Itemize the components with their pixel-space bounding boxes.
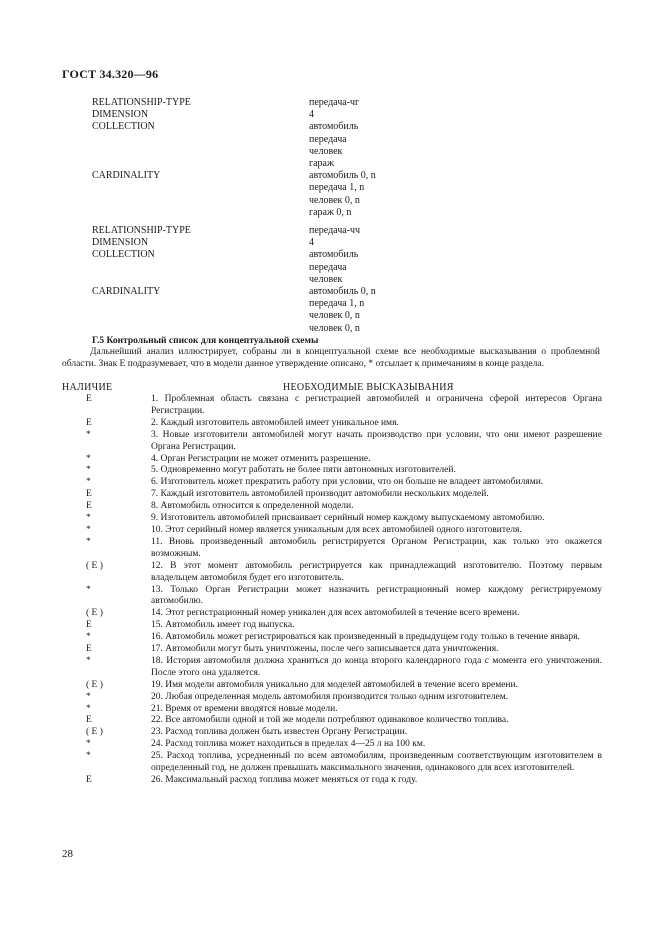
checklist-item (62, 454, 602, 466)
checklist-item (62, 739, 602, 751)
checklist-item (62, 704, 602, 716)
checklist-item (62, 715, 602, 727)
rt-value: человек (309, 273, 343, 285)
presence-mark: * (86, 691, 91, 702)
checklist-item (62, 418, 602, 430)
statement-text: 13. Только Орган Регистрации может назначить регистрационный номер каждому регистрируемому автомобилю. (151, 584, 602, 607)
rt-value: передача-чг (309, 97, 360, 108)
checklist-item (62, 537, 602, 561)
rt-row (0, 207, 661, 219)
statement-text: 21. Время от времени вводятся новые модели. (151, 703, 338, 714)
statement-text: 2. Каждый изготовитель автомобилей имеет уникальное имя. (151, 417, 399, 428)
presence-mark: * (86, 429, 91, 440)
statement-text: 24. Расход топлива может находиться в пределах 4—25 л на 100 км. (151, 739, 426, 750)
rt-row (0, 170, 661, 182)
checklist-item (62, 585, 602, 609)
presence-column-header: НАЛИЧИЕ (62, 382, 113, 393)
presence-mark: ( E ) (86, 727, 103, 738)
checklist-item (62, 692, 602, 704)
statement-text: 14. Этот регистрационный номер уникален для всех автомобилей в течение всего времени. (151, 608, 520, 619)
checklist-item (62, 477, 602, 489)
checklist-item (62, 525, 602, 537)
presence-mark: * (86, 584, 91, 595)
rt-value: передача-чч (309, 225, 361, 236)
checklist-item (62, 656, 602, 680)
relationship-type-block-1 (0, 97, 661, 219)
rt-value: 4 (309, 237, 314, 249)
rt-row (0, 249, 661, 261)
checklist-item (62, 775, 602, 787)
rt-value: автомобиль 0, n (309, 285, 376, 297)
checklist-item (62, 632, 602, 644)
rt-key: COLLECTION (92, 249, 155, 261)
checklist-item (62, 394, 602, 418)
checklist-item (62, 465, 602, 477)
rt-value: гараж 0, n (309, 206, 352, 218)
checklist-item (62, 489, 602, 501)
checklist-item (62, 608, 602, 620)
rt-row (0, 237, 661, 249)
presence-mark: * (86, 739, 91, 750)
statement-text: 20. Любая определенная модель автомобиля производится только одним изготовителем. (151, 691, 509, 702)
rt-value: передача (309, 261, 347, 273)
rt-row (0, 225, 661, 237)
rt-row (0, 195, 661, 207)
rt-key: DIMENSION (92, 237, 149, 249)
presence-mark: * (86, 632, 91, 643)
presence-mark: E (86, 489, 92, 500)
presence-mark: E (86, 501, 92, 512)
rt-key: RELATIONSHIP-TYPE (92, 97, 191, 108)
statement-text: 3. Новые изготовители автомобилей могут начать производство при условии, что они имеют разрешение Органа Регистрации. (151, 429, 602, 452)
statement-text: 11. Вновь произведенный автомобиль регистрируется Органом Регистрации, как только это окажется возможным. (151, 536, 602, 559)
statement-text: 23. Расход топлива должен быть известен Органу Регистрации. (151, 727, 408, 738)
statement-text: 22. Все автомобили одной и той же модели потребляют одинаковое количество топлива. (151, 715, 509, 726)
rt-row (0, 310, 661, 322)
rt-row (0, 158, 661, 170)
rt-key: CARDINALITY (92, 285, 161, 297)
checklist (62, 394, 602, 787)
presence-mark: E (86, 775, 92, 785)
relationship-type-block-2 (0, 225, 661, 335)
statement-text: 8. Автомобиль относится к определенной модели. (151, 501, 354, 512)
presence-mark: E (86, 394, 92, 404)
checklist-item (62, 680, 602, 692)
presence-mark: * (86, 655, 91, 666)
section-intro: Дальнейший анализ иллюстрирует, собраны ли в концептуальной схеме все необходимые высказывания о проблемной области. Знак Е подразумевает, что в модели данное утверждение описано, * отсылает к примечаниям в конце раздела. (62, 347, 600, 370)
rt-value: человек (309, 145, 343, 157)
rt-key: RELATIONSHIP-TYPE (92, 225, 191, 236)
rt-row (0, 134, 661, 146)
rt-row (0, 298, 661, 310)
statement-text: 4. Орган Регистрации не может отменить разрешение. (151, 453, 371, 464)
checklist-item (62, 727, 602, 739)
rt-row (0, 121, 661, 133)
rt-key: DIMENSION (92, 109, 149, 121)
presence-mark: * (86, 751, 91, 762)
presence-mark: ( E ) (86, 560, 103, 571)
statement-text: 7. Каждый изготовитель автомобилей производит автомобили нескольких моделей. (151, 489, 489, 500)
presence-mark: * (86, 453, 91, 464)
presence-mark: E (86, 620, 92, 631)
rt-row (0, 146, 661, 158)
checklist-item (62, 513, 602, 525)
rt-row (0, 97, 661, 109)
statement-text: 9. Изготовитель автомобилей присваивает серийный номер каждому выпускаемому автомобилю. (151, 513, 545, 524)
page-number: 28 (62, 848, 73, 860)
rt-key: COLLECTION (92, 121, 155, 133)
statement-text: 10. Этот серийный номер является уникальным для всех автомобилей одного изготовителя. (151, 524, 522, 535)
statement-text: 17. Автомобили могут быть уничтожены, после чего записывается дата уничтожения. (151, 644, 499, 655)
checklist-item (62, 751, 602, 775)
presence-mark: * (86, 524, 91, 535)
statement-text: 25. Расход топлива, усредненный по всем автомобилям, произведенным соответствующим изготовителем в определенный год, не должен превышать максимального значения, одинакового для всех изготовителей. (151, 751, 602, 774)
statement-text: 6. Изготовитель может прекратить работу при условии, что он больше не владеет автомобилями. (151, 477, 544, 488)
checklist-item (62, 644, 602, 656)
presence-mark: * (86, 536, 91, 547)
statement-text: 19. Имя модели автомобиля уникально для моделей автомобилей в течение всего времени. (151, 679, 518, 690)
statement-text: 26. Максимальный расход топлива может меняться от года к году. (151, 775, 418, 785)
statement-text: 1. Проблемная область связана с регистрацией автомобилей и ограничена сферой интересов Органа Регистрации. (151, 394, 602, 416)
statement-text: 5. Одновременно могут работать не более пяти автономных изготовителей. (151, 465, 456, 476)
rt-value: автомобиль 0, n (309, 170, 376, 182)
statement-text: 15. Автомобиль имеет год выпуска. (151, 620, 295, 631)
presence-mark: * (86, 703, 91, 714)
statement-text: 16. Автомобиль может регистрироваться как произведенный в предыдущем году только в течение января. (151, 632, 580, 643)
presence-mark: E (86, 715, 92, 726)
rt-key: CARDINALITY (92, 170, 161, 182)
presence-mark: ( E ) (86, 608, 103, 619)
statements-column-header: НЕОБХОДИМЫЕ ВЫСКАЗЫВАНИЯ (283, 382, 454, 393)
rt-row (0, 262, 661, 274)
statement-text: 18. История автомобиля должна храниться до конца второго календарного года с момента его уничтожения. После этого она удаляется. (151, 655, 602, 678)
rt-value: 4 (309, 109, 314, 121)
checklist-item (62, 561, 602, 585)
rt-value: автомобиль (309, 121, 359, 133)
rt-row (0, 182, 661, 194)
rt-value: передача 1, n (309, 298, 365, 310)
rt-row (0, 286, 661, 298)
checklist-item (62, 430, 602, 454)
presence-mark: E (86, 417, 92, 428)
rt-value: человек 0, n (309, 194, 360, 206)
presence-mark: * (86, 465, 91, 476)
presence-mark: * (86, 513, 91, 524)
rt-row (0, 109, 661, 121)
presence-mark: E (86, 644, 92, 655)
rt-value: человек 0, n (309, 322, 360, 334)
checklist-item (62, 620, 602, 632)
rt-value: гараж (309, 157, 334, 169)
checklist-item (62, 501, 602, 513)
presence-mark: ( E ) (86, 679, 103, 690)
page-header: ГОСТ 34.320—96 (62, 67, 159, 81)
rt-value: передача (309, 133, 347, 145)
rt-row (0, 274, 661, 286)
presence-mark: * (86, 477, 91, 488)
section-title: Г.5 Контрольный список для концептуальной схемы (92, 336, 319, 346)
rt-value: передача 1, n (309, 182, 365, 194)
rt-value: автомобиль (309, 249, 359, 261)
rt-row (0, 323, 661, 335)
statement-text: 12. В этот момент автомобиль регистрируется как принадлежащий изготовителю. Поэтому первым владельцем автомобиля будет его изготовитель. (151, 560, 602, 583)
rt-value: человек 0, n (309, 310, 360, 322)
